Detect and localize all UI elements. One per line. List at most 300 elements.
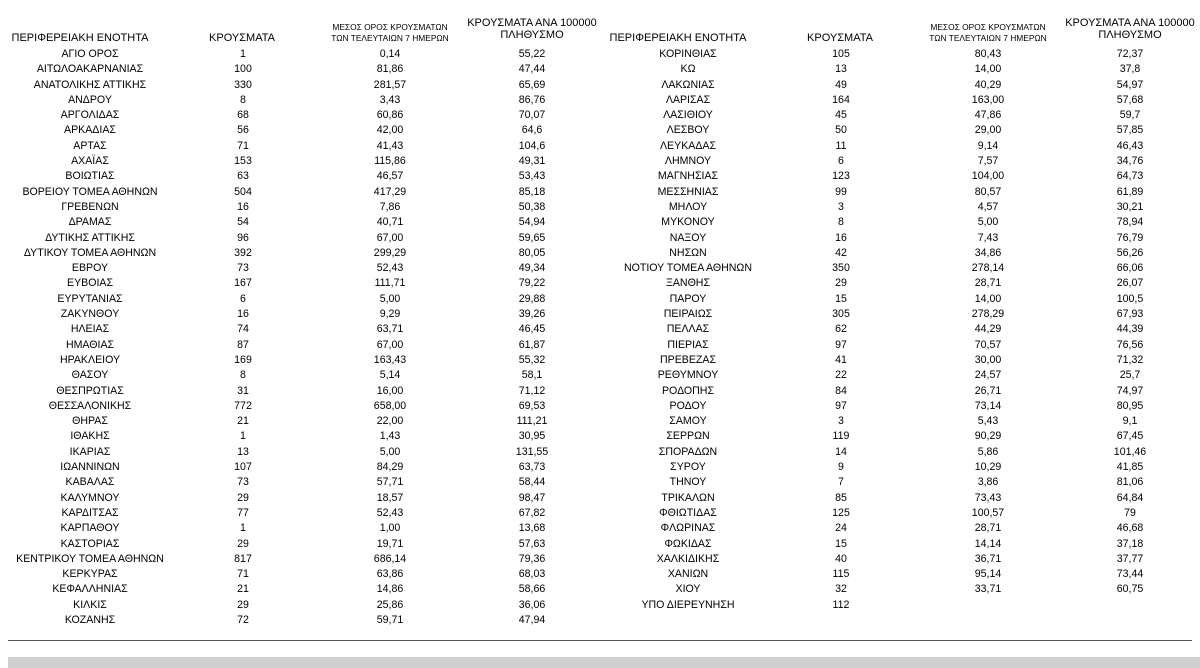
cases-value: 96 [237, 231, 249, 244]
region-name: ΑΓΙΟ ΟΡΟΣ [61, 48, 119, 60]
cases-value: 14 [835, 445, 847, 458]
per100k-value: 104,6 [518, 139, 546, 152]
table-row [598, 307, 1198, 322]
table-row [0, 169, 600, 184]
region-name: ΧΑΛΚΙΔΙΚΗΣ [656, 552, 720, 565]
table-row [0, 338, 600, 353]
region-name: ΣΠΟΡΑΔΩΝ [658, 445, 718, 458]
cases-value: 85 [835, 491, 847, 504]
region-name: ΡΟΔΟΠΗΣ [661, 384, 715, 397]
cases-value: 350 [832, 262, 850, 275]
cases-value: 6 [240, 292, 246, 305]
avg-value: 658,00 [373, 399, 407, 412]
avg-value: 163,43 [373, 353, 407, 366]
region-name: ΛΗΜΝΟΥ [664, 155, 712, 168]
avg-value: 100,57 [971, 506, 1005, 519]
cases-value: 8 [838, 216, 844, 229]
table-row [0, 47, 600, 62]
per100k-value: 70,07 [518, 109, 546, 122]
avg-value: 29,00 [974, 124, 1002, 137]
per100k-value: 72,37 [1116, 48, 1144, 60]
region-name: ΙΩΑΝΝΙΝΩΝ [60, 461, 120, 474]
region-name: ΦΛΩΡΙΝΑΣ [660, 522, 716, 535]
region-name: ΚΑΣΤΟΡΙΑΣ [60, 537, 120, 550]
per100k-value: 81,06 [1116, 476, 1144, 489]
region-name: ΛΕΣΒΟΥ [666, 124, 710, 137]
rows-left [0, 47, 600, 628]
avg-value: 36,71 [974, 552, 1002, 565]
cases-value: 16 [237, 200, 249, 213]
avg-value: 5,86 [977, 445, 999, 458]
header-per100k [462, 17, 602, 49]
cases-value: 29 [237, 491, 249, 504]
header-per100k-line2: ΠΛΗΘΥΣΜΟ [1098, 29, 1162, 41]
table-row [598, 322, 1198, 337]
region-name: ΡΟΔΟΥ [669, 399, 707, 412]
table-row [598, 215, 1198, 230]
region-name: ΛΕΥΚΑΔΑΣ [659, 139, 717, 152]
region-name: ΚΩ [680, 63, 696, 76]
table-row [0, 445, 600, 460]
region-name: ΣΥΡΟΥ [670, 461, 706, 474]
avg-value: 281,57 [373, 78, 407, 91]
cases-value: 77 [237, 506, 249, 519]
table-row [598, 399, 1198, 414]
cases-value: 107 [234, 461, 252, 474]
region-name: ΚΕΝΤΡΙΚΟΥ ΤΟΜΕΑ ΑΘΗΝΩΝ [16, 552, 164, 565]
avg-value: 18,57 [376, 491, 404, 504]
table-row [0, 491, 600, 506]
cases-value: 9 [838, 461, 844, 474]
per100k-value: 64,84 [1116, 491, 1144, 504]
cases-value: 72 [237, 613, 249, 626]
region-name: ΠΑΡΟΥ [669, 292, 707, 305]
cases-value: 87 [237, 338, 249, 351]
avg-value: 57,71 [376, 476, 404, 489]
region-name: ΝΗΣΩΝ [669, 246, 707, 259]
table-row [598, 445, 1198, 460]
per100k-value: 80,05 [518, 246, 546, 259]
cases-value: 31 [237, 384, 249, 397]
avg-value: 299,29 [373, 246, 407, 259]
cases-value: 21 [237, 583, 249, 596]
cases-value: 71 [237, 568, 249, 581]
per100k-value: 69,53 [518, 399, 546, 412]
per100k-value: 71,12 [518, 384, 546, 397]
table-row [0, 139, 600, 154]
per100k-value: 29,88 [518, 292, 546, 305]
table-row [598, 169, 1198, 184]
avg-value: 47,86 [974, 109, 1002, 122]
table-row [0, 460, 600, 475]
per100k-value: 67,45 [1116, 430, 1144, 443]
avg-value: 278,14 [971, 262, 1005, 275]
per100k-value: 101,46 [1113, 445, 1147, 458]
cases-value: 817 [234, 552, 252, 565]
avg-value: 19,71 [376, 537, 404, 550]
per100k-value: 41,85 [1116, 461, 1144, 474]
cases-value: 105 [832, 48, 850, 60]
per100k-value: 100,5 [1116, 292, 1144, 305]
avg-value: 7,43 [977, 231, 999, 244]
avg-value: 95,14 [974, 568, 1002, 581]
avg-value: 14,14 [974, 537, 1002, 550]
region-name: ΦΩΚΙΔΑΣ [664, 537, 712, 550]
per100k-value: 56,26 [1116, 246, 1144, 259]
per100k-value: 73,44 [1116, 568, 1144, 581]
table-row [0, 185, 600, 200]
per100k-value: 65,69 [518, 78, 546, 91]
region-name: ΑΡΓΟΛΙΔΑΣ [60, 109, 120, 122]
avg-value: 84,29 [376, 461, 404, 474]
avg-value: 67,00 [376, 338, 404, 351]
cases-value: 123 [832, 170, 850, 183]
region-name: ΛΑΡΙΣΑΣ [665, 93, 711, 106]
table-row [598, 491, 1198, 506]
avg-value: 25,86 [376, 598, 404, 611]
avg-value: 33,71 [974, 583, 1002, 596]
table-row [0, 598, 600, 613]
cases-value: 15 [835, 537, 847, 550]
cases-value: 153 [234, 155, 252, 168]
cases-value: 24 [835, 522, 847, 535]
avg-value: 1,00 [379, 522, 401, 535]
header-cases-label: ΚΡΟΥΣΜΑΤΑ [209, 32, 275, 44]
table-row [598, 567, 1198, 582]
table-row [0, 399, 600, 414]
region-name: ΑΡΤΑΣ [73, 139, 107, 152]
table-row [0, 322, 600, 337]
table-row [598, 62, 1198, 77]
region-name: ΑΝΑΤΟΛΙΚΗΣ ΑΤΤΙΚΗΣ [33, 78, 147, 91]
per100k-value: 71,32 [1116, 353, 1144, 366]
table-row [598, 353, 1198, 368]
per100k-value: 63,73 [518, 461, 546, 474]
region-name: ΔΥΤΙΚΟΥ ΤΟΜΕΑ ΑΘΗΝΩΝ [23, 246, 157, 259]
region-name: ΚΟΡΙΝΘΙΑΣ [659, 48, 717, 60]
per100k-value: 64,6 [521, 124, 543, 137]
table-row [598, 246, 1198, 261]
cases-value: 16 [835, 231, 847, 244]
table-row [598, 93, 1198, 108]
per100k-value: 59,7 [1119, 109, 1141, 122]
cases-value: 1 [240, 522, 246, 535]
per100k-value: 39,26 [518, 308, 546, 321]
region-name: ΘΕΣΣΑΛΟΝΙΚΗΣ [48, 399, 132, 412]
avg-value: 90,29 [974, 430, 1002, 443]
region-name: ΜΗΛΟΥ [668, 200, 708, 213]
per100k-value: 46,45 [518, 323, 546, 336]
cases-value: 50 [835, 124, 847, 137]
per100k-value: 55,22 [518, 48, 546, 60]
region-name: ΑΡΚΑΔΙΑΣ [64, 124, 116, 137]
avg-value: 14,00 [974, 63, 1002, 76]
avg-value: 9,14 [977, 139, 999, 152]
avg-value: 14,86 [376, 583, 404, 596]
avg-value: 5,43 [977, 415, 999, 428]
avg-value: 60,86 [376, 109, 404, 122]
region-name: ΚΕΡΚΥΡΑΣ [62, 568, 118, 581]
region-name: ΔΥΤΙΚΗΣ ΑΤΤΙΚΗΣ [45, 231, 135, 244]
rows-right [598, 47, 1198, 613]
avg-value: 111,71 [374, 277, 406, 290]
table-row [0, 475, 600, 490]
region-name: ΧΑΝΙΩΝ [667, 568, 709, 581]
avg-value: 44,29 [974, 323, 1002, 336]
header-region-label: ΠΕΡΙΦΕΡΕΙΑΚΗ ΕΝΟΤΗΤΑ [11, 32, 149, 44]
region-name: ΜΑΓΝΗΣΙΑΣ [657, 170, 719, 183]
region-name: ΛΑΚΩΝΙΑΣ [661, 78, 715, 91]
avg-value: 52,43 [376, 506, 404, 519]
region-name: ΥΠΟ ΔΙΕΡΕΥΝΗΣΗ [641, 598, 735, 611]
per100k-value: 80,95 [1116, 399, 1144, 412]
avg-value: 73,14 [974, 399, 1002, 412]
per100k-value: 66,06 [1116, 262, 1144, 275]
region-name: ΣΕΡΡΩΝ [666, 430, 710, 443]
table-row [598, 598, 1198, 613]
avg-value: 1,43 [379, 430, 401, 443]
cases-value: 49 [835, 78, 847, 91]
region-name: ΕΥΡΥΤΑΝΙΑΣ [57, 292, 123, 305]
region-name: ΚΙΛΚΙΣ [73, 598, 107, 611]
cases-value: 13 [237, 445, 249, 458]
avg-value: 80,57 [974, 185, 1002, 198]
per100k-value: 49,34 [518, 262, 546, 275]
region-name: ΑΙΤΩΛΟΑΚΑΡΝΑΝΙΑΣ [36, 63, 144, 76]
region-name: ΜΕΣΣΗΝΙΑΣ [657, 185, 719, 198]
region-name: ΣΑΜΟΥ [669, 415, 707, 428]
cases-value: 305 [832, 308, 850, 321]
table-row [0, 384, 600, 399]
avg-value: 22,00 [376, 415, 404, 428]
region-name: ΦΘΙΩΤΙΔΑΣ [659, 506, 717, 519]
per100k-value: 37,77 [1116, 552, 1144, 565]
region-name: ΗΜΑΘΙΑΣ [65, 338, 115, 351]
cases-value: 392 [234, 246, 252, 259]
region-name: ΙΚΑΡΙΑΣ [69, 445, 111, 458]
avg-value: 10,29 [974, 461, 1002, 474]
avg-value: 34,86 [974, 246, 1002, 259]
region-name: ΝΑΞΟΥ [669, 231, 707, 244]
region-name: ΝΟΤΙΟΥ ΤΟΜΕΑ ΑΘΗΝΩΝ [623, 262, 753, 275]
header-avg-line2: ΤΩΝ ΤΕΛΕΥΤΑΙΩΝ 7 ΗΜΕΡΩΝ [331, 33, 449, 43]
table-row [598, 139, 1198, 154]
per100k-value: 74,97 [1116, 384, 1144, 397]
region-name: ΤΗΝΟΥ [669, 476, 707, 489]
footer-bar [8, 657, 1200, 668]
per100k-value: 54,97 [1116, 78, 1144, 91]
cases-value: 62 [835, 323, 847, 336]
table-row [598, 276, 1198, 291]
per100k-value: 85,18 [518, 185, 546, 198]
region-name: ΒΟΙΩΤΙΑΣ [65, 170, 115, 183]
cases-value: 7 [838, 476, 844, 489]
header-avg-line2: ΤΩΝ ΤΕΛΕΥΤΑΙΩΝ 7 ΗΜΕΡΩΝ [929, 33, 1047, 43]
per100k-value: 46,68 [1116, 522, 1144, 535]
header-cases-label: ΚΡΟΥΣΜΑΤΑ [807, 32, 873, 44]
table-row [0, 78, 600, 93]
table-row [598, 338, 1198, 353]
header-per100k-line2: ΠΛΗΘΥΣΜΟ [500, 29, 564, 41]
per100k-value: 44,39 [1116, 323, 1144, 336]
cases-value: 164 [832, 93, 850, 106]
cases-value: 1 [240, 48, 246, 60]
per100k-value: 26,07 [1116, 277, 1144, 290]
header-avg-line1: ΜΕΣΟΣ ΟΡΟΣ ΚΡΟΥΣΜΑΤΩΝ [930, 22, 1046, 32]
per100k-value: 79,22 [518, 277, 546, 290]
cases-value: 16 [237, 308, 249, 321]
table-row [0, 567, 600, 582]
per100k-value: 61,89 [1116, 185, 1144, 198]
table-row [0, 276, 600, 291]
cases-value: 330 [234, 78, 252, 91]
region-name: ΙΘΑΚΗΣ [70, 430, 110, 443]
header-per100k-line1: ΚΡΟΥΣΜΑΤΑ ΑΝΑ 100000 [1065, 17, 1195, 29]
table-row [0, 215, 600, 230]
cases-value: 32 [835, 583, 847, 596]
avg-value: 115,86 [374, 155, 406, 168]
per100k-value: 36,06 [518, 598, 546, 611]
table-row [598, 506, 1198, 521]
table-row [0, 552, 600, 567]
table-row [598, 292, 1198, 307]
cases-value: 119 [832, 430, 850, 443]
per100k-value: 111,21 [516, 415, 548, 428]
table-row [0, 108, 600, 123]
avg-value: 70,57 [974, 338, 1002, 351]
avg-value: 67,00 [376, 231, 404, 244]
table-row [0, 62, 600, 77]
per100k-value: 76,79 [1116, 231, 1144, 244]
per100k-value: 47,94 [518, 613, 546, 626]
region-name: ΕΥΒΟΙΑΣ [67, 277, 113, 290]
per100k-value: 37,18 [1116, 537, 1144, 550]
region-name: ΖΑΚΥΝΘΟΥ [60, 308, 120, 321]
per100k-value: 58,66 [518, 583, 546, 596]
per100k-value: 57,85 [1116, 124, 1144, 137]
avg-value: 278,29 [971, 308, 1005, 321]
per100k-value: 86,76 [518, 93, 546, 106]
table-row [0, 154, 600, 169]
region-name: ΛΑΣΙΘΙΟΥ [663, 109, 713, 122]
per100k-value: 58,44 [518, 476, 546, 489]
avg-value: 686,14 [373, 552, 407, 565]
table-row [598, 537, 1198, 552]
avg-value: 28,71 [974, 277, 1002, 290]
region-name: ΡΕΘΥΜΝΟΥ [657, 369, 719, 382]
avg-value: 4,57 [977, 200, 999, 213]
avg-value: 163,00 [971, 93, 1005, 106]
per100k-value: 67,93 [1116, 308, 1144, 321]
header-per100k-line1: ΚΡΟΥΣΜΑΤΑ ΑΝΑ 100000 [467, 17, 597, 29]
avg-value: 417,29 [373, 185, 407, 198]
header-avg-line1: ΜΕΣΟΣ ΟΡΟΣ ΚΡΟΥΣΜΑΤΩΝ [332, 22, 448, 32]
cases-value: 29 [237, 598, 249, 611]
table-row [0, 231, 600, 246]
per100k-value: 9,1 [1122, 415, 1138, 428]
bottom-divider [8, 640, 1192, 641]
avg-value: 14,00 [974, 292, 1002, 305]
cases-value: 97 [835, 399, 847, 412]
cases-value: 8 [240, 93, 246, 106]
table-row [598, 582, 1198, 597]
per100k-value: 67,82 [518, 506, 546, 519]
cases-value: 29 [835, 277, 847, 290]
avg-value: 26,71 [974, 384, 1002, 397]
table-row [598, 47, 1198, 62]
table-row [598, 414, 1198, 429]
avg-value: 5,00 [977, 216, 999, 229]
table-row [0, 613, 600, 628]
table-row [0, 200, 600, 215]
per100k-value: 53,43 [518, 170, 546, 183]
table-row [0, 93, 600, 108]
table-row [0, 292, 600, 307]
table-row [0, 368, 600, 383]
per100k-value: 25,7 [1119, 369, 1141, 382]
avg-value: 80,43 [974, 48, 1002, 60]
per100k-value: 78,94 [1116, 216, 1144, 229]
per100k-value: 76,56 [1116, 338, 1144, 351]
avg-value: 30,00 [974, 353, 1002, 366]
per100k-value: 68,03 [518, 568, 546, 581]
region-name: ΤΡΙΚΑΛΩΝ [661, 491, 715, 504]
cases-value: 54 [237, 216, 249, 229]
cases-value: 71 [237, 139, 249, 152]
per100k-value: 47,44 [518, 63, 546, 76]
region-name: ΧΙΟΥ [675, 583, 701, 596]
avg-value: 63,86 [376, 568, 404, 581]
avg-value: 81,86 [376, 63, 404, 76]
per100k-value: 98,47 [518, 491, 546, 504]
region-name: ΞΑΝΘΗΣ [665, 277, 711, 290]
avg-value: 16,00 [376, 384, 404, 397]
cases-value: 29 [237, 537, 249, 550]
avg-value: 41,43 [376, 139, 404, 152]
per100k-value: 57,63 [518, 537, 546, 550]
region-name: ΚΑΡΠΑΘΟΥ [60, 522, 120, 535]
region-name: ΔΡΑΜΑΣ [68, 216, 112, 229]
table-row [0, 246, 600, 261]
avg-value: 104,00 [971, 170, 1005, 183]
region-name: ΚΑΡΔΙΤΣΑΣ [61, 506, 119, 519]
cases-value: 3 [838, 415, 844, 428]
per100k-value: 58,1 [521, 369, 543, 382]
header-region-label: ΠΕΡΙΦΕΡΕΙΑΚΗ ΕΝΟΤΗΤΑ [609, 32, 747, 44]
region-name: ΚΕΦΑΛΛΗΝΙΑΣ [52, 583, 128, 596]
cases-value: 15 [835, 292, 847, 305]
per100k-value: 30,21 [1116, 200, 1144, 213]
region-name: ΚΟΖΑΝΗΣ [64, 613, 116, 626]
cases-value: 112 [832, 598, 850, 611]
table-row [0, 537, 600, 552]
per100k-value: 49,31 [518, 155, 546, 168]
avg-value: 46,57 [376, 170, 404, 183]
cases-value: 45 [835, 109, 847, 122]
table-row [598, 460, 1198, 475]
avg-value: 40,29 [974, 78, 1002, 91]
cases-value: 56 [237, 124, 249, 137]
per100k-value: 30,95 [518, 430, 546, 443]
avg-value: 52,43 [376, 262, 404, 275]
cases-value: 772 [234, 399, 252, 412]
table-row [0, 582, 600, 597]
cases-value: 22 [835, 369, 847, 382]
avg-value: 73,43 [974, 491, 1002, 504]
region-name: ΠΕΛΛΑΣ [666, 323, 710, 336]
cases-value: 84 [835, 384, 847, 397]
table-row [598, 429, 1198, 444]
